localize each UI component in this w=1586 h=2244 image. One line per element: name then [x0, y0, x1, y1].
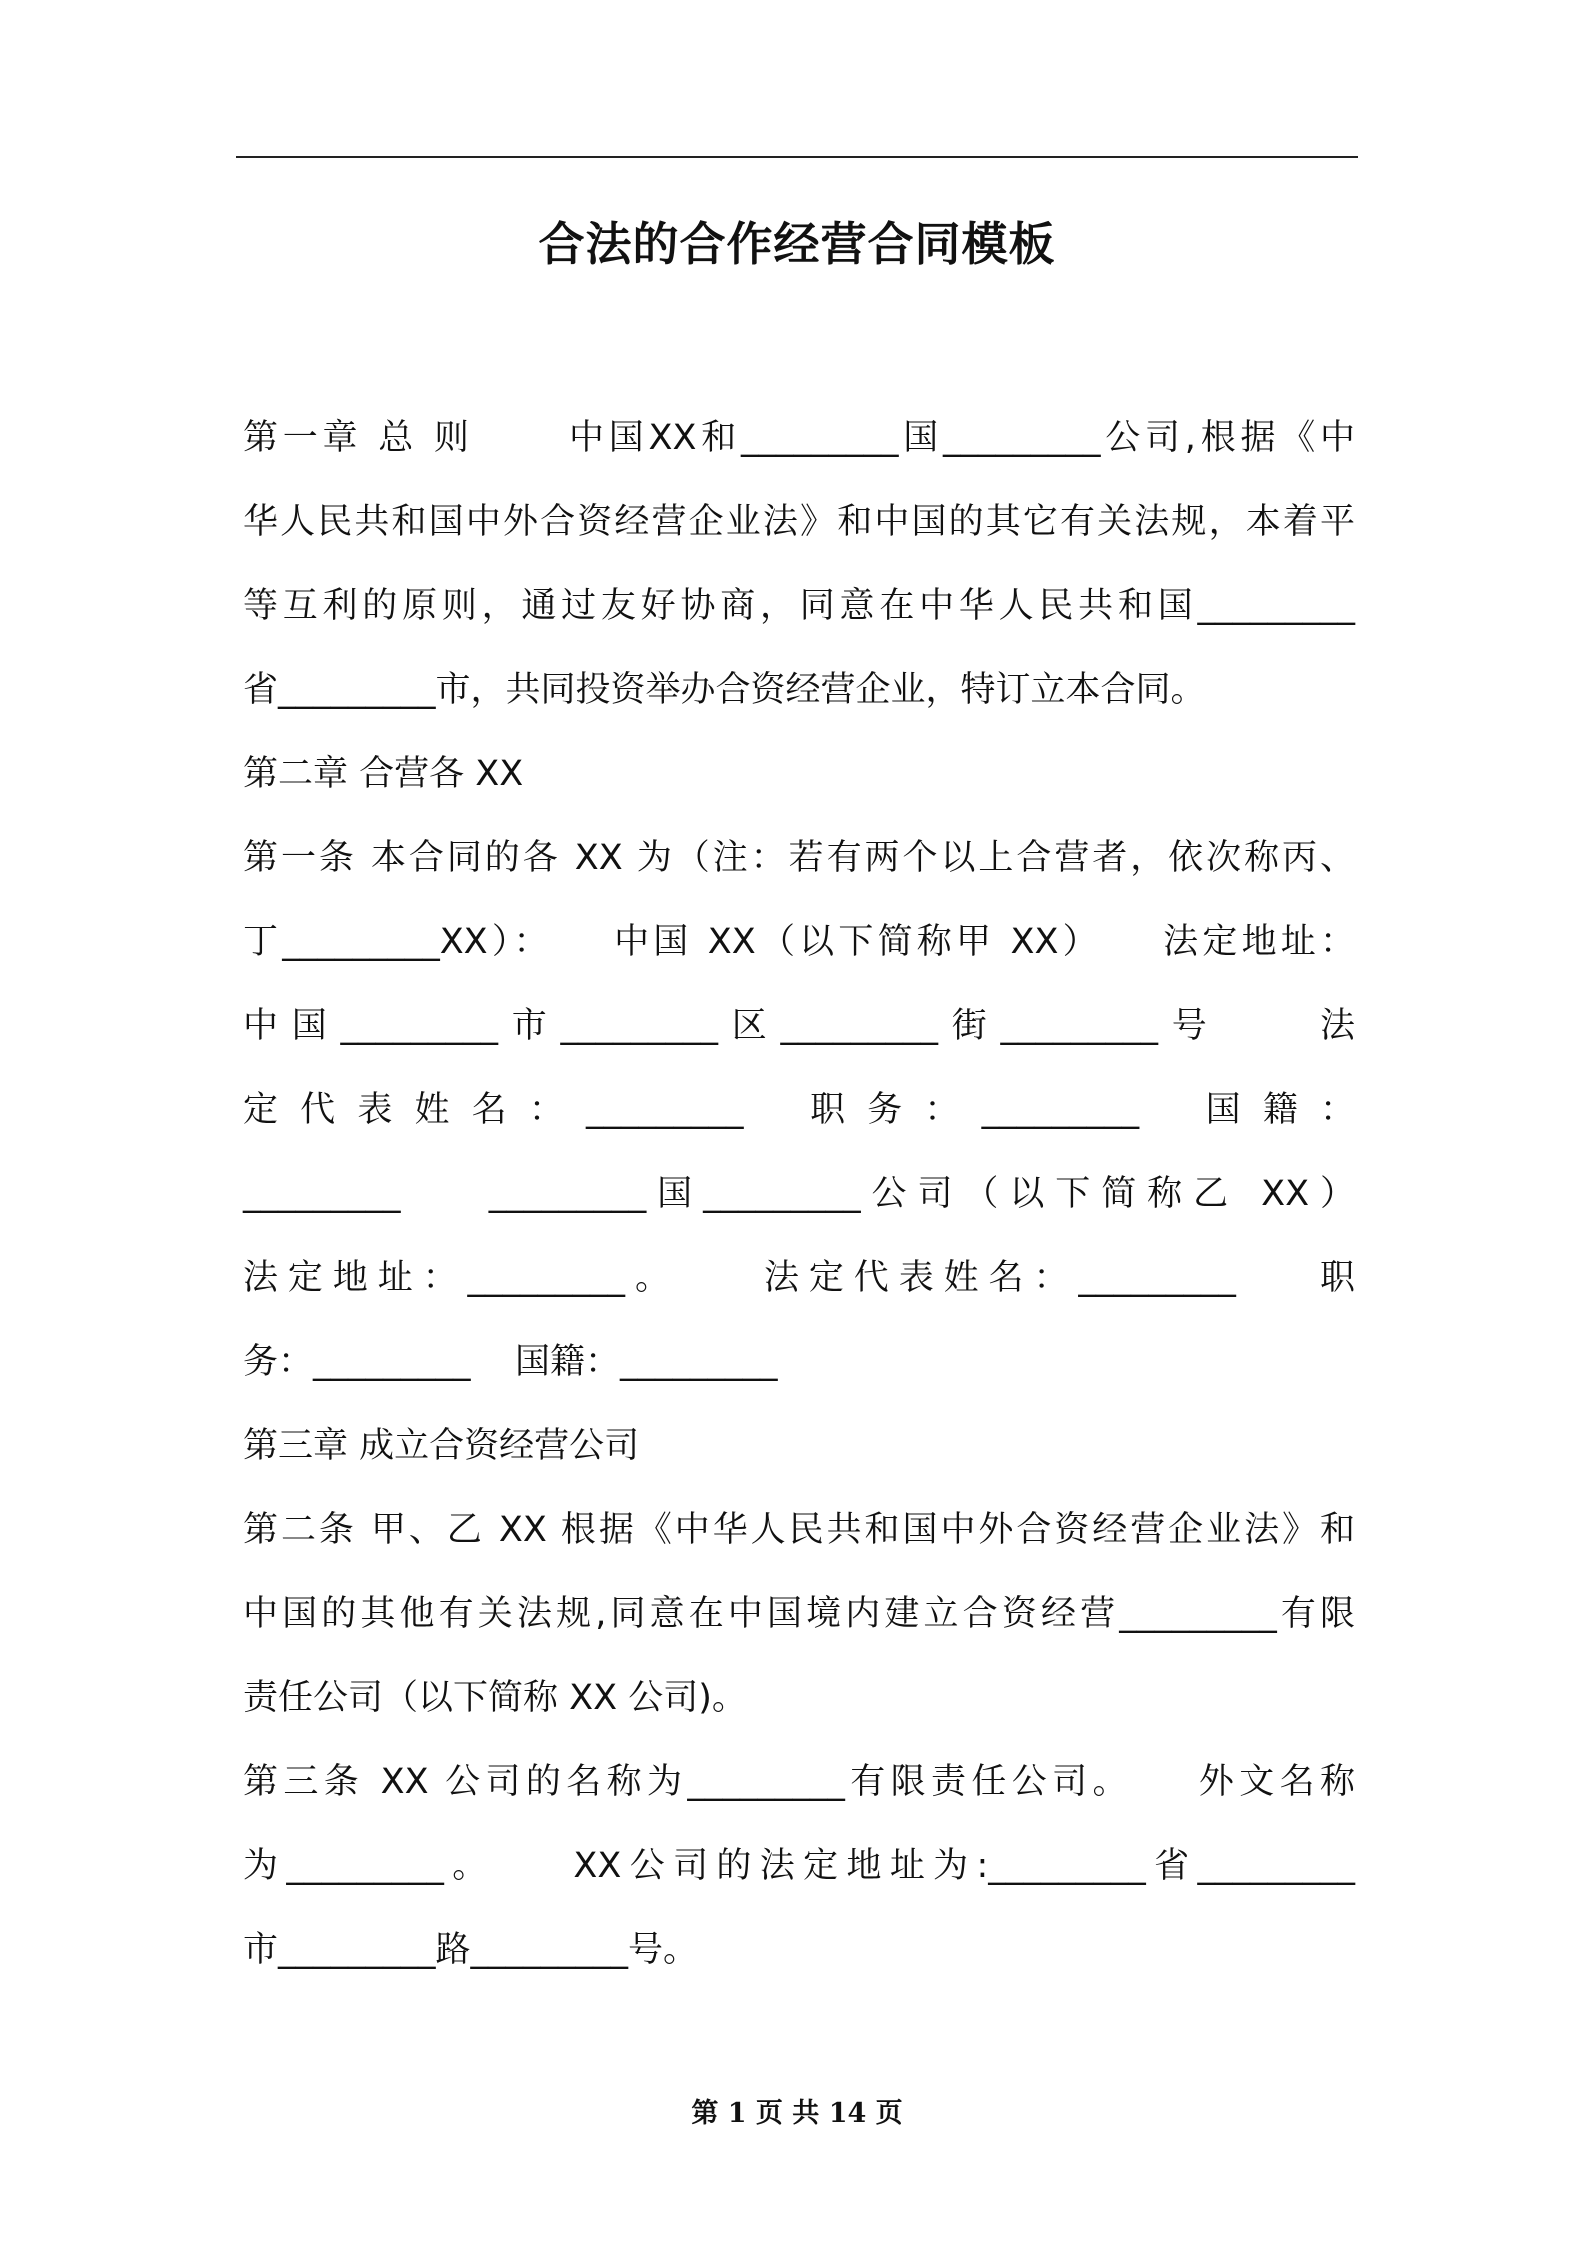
body-line: 第二条 甲、乙 XX 根据《中华人民共和国中外合资经营企业法》和: [243, 1510, 1355, 1550]
body-line: 等互利的原则，通过友好协商，同意在中华人民共和国_________: [243, 586, 1355, 626]
header-rule: [236, 156, 1358, 158]
page-number: 第 1 页 共 14 页: [691, 2098, 903, 2129]
chapter-heading: 第三章 成立合资经营公司: [243, 1426, 640, 1466]
body-line: 务：_________ 国籍：_________: [243, 1342, 778, 1382]
body-line: 中国的其他有关法规,同意在中国境内建立合资经营_________有限: [243, 1594, 1355, 1634]
body-line: 丁_________XX）： 中国 XX（以下简称甲 XX） 法定地址：: [243, 922, 1355, 962]
document-title: 合法的合作经营合同模板: [538, 217, 1056, 271]
body-line: 第一章 总 则 中国XX和_________国_________公司,根据《中: [243, 418, 1355, 458]
body-line: 法定地址：_________。 法定代表姓名：_________ 职: [243, 1258, 1355, 1298]
body-line: 省_________市，共同投资举办合资经营企业，特订立本合同。: [243, 670, 1206, 710]
chapter-heading: 第二章 合营各 XX: [243, 754, 524, 794]
body-line: 市_________路_________号。: [243, 1930, 699, 1970]
body-line: 为_________。 XX公司的法定地址为:_________省_________: [243, 1846, 1355, 1886]
body-line: _________ _________国_________公司（以下简称乙 XX）: [243, 1174, 1355, 1214]
body-line: 第三条 XX 公司的名称为_________有限责任公司。 外文名称: [243, 1762, 1355, 1802]
body-line: 责任公司（以下简称 XX 公司)。: [243, 1678, 747, 1718]
body-line: 定 代 表 姓 名 ： _________ 职 务 ： _________ 国 籍 ：: [243, 1090, 1355, 1130]
document-body: [243, 408, 1355, 2004]
body-line: 华人民共和国中外合资经营企业法》和中国的其它有关法规，本着平: [243, 502, 1355, 542]
body-line: 中国_________市_________区_________街_________号 法: [243, 1006, 1355, 1046]
body-line: 第一条 本合同的各 XX 为（注：若有两个以上合营者，依次称丙、: [243, 838, 1355, 878]
